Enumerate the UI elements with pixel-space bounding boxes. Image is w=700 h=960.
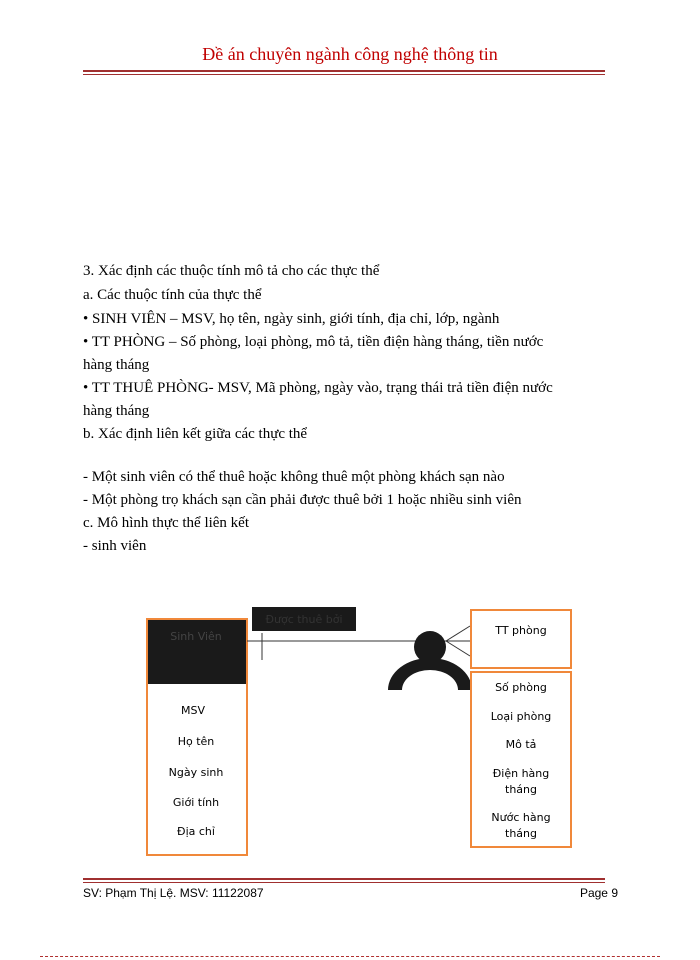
page-bottom-divider <box>40 956 660 958</box>
room-entity-title: TT phòng <box>495 624 547 637</box>
footer-rule-thin <box>83 882 605 883</box>
content-line-11: c. Mô hình thực thể liên kết <box>83 515 250 531</box>
content-line-2: a. Các thuộc tính của thực thể <box>83 287 262 303</box>
content-line-10: - Một phòng trọ khách sạn cần phải được thuê bởi 1 hoặc nhiều sinh viên <box>83 492 522 508</box>
room-attr-3: Mô tả <box>505 738 537 751</box>
relation-label: Được thuê bởi <box>265 613 343 626</box>
footer-student-info: SV: Phạm Thị Lệ. MSV: 11122087 <box>83 886 264 900</box>
student-attr-1: MSV <box>181 704 205 717</box>
room-attr-1: Số phòng <box>495 681 547 694</box>
room-attr-7: tháng <box>505 827 537 840</box>
crow-foot-right-1 <box>446 626 470 641</box>
content-line-3: • SINH VIÊN – MSV, họ tên, ngày sinh, giới tính, địa chỉ, lớp, ngành <box>83 311 500 327</box>
crow-foot-right-2 <box>446 641 470 656</box>
room-attr-6: Nước hàng <box>491 811 551 824</box>
content-line-4: • TT PHÒNG – Số phòng, loại phòng, mô tả, tiền điện hàng tháng, tiền nước <box>83 334 544 350</box>
content-line-1: 3. Xác định các thuộc tính mô tả cho các thực thể <box>83 263 380 279</box>
student-attr-5: Địa chỉ <box>177 825 215 838</box>
student-attr-4: Giới tính <box>172 796 220 809</box>
person-body-icon <box>388 658 472 690</box>
content-line-6: • TT THUÊ PHÒNG- MSV, Mã phòng, ngày vào, trạng thái trả tiền điện nước <box>83 380 553 396</box>
content-line-9: - Một sinh viên có thể thuê hoặc không thuê một phòng khách sạn nào <box>83 469 505 485</box>
room-entity-title-box <box>471 610 571 668</box>
content-line-5: hàng tháng <box>83 357 150 373</box>
content-line-7: hàng tháng <box>83 403 150 419</box>
content-line-8: b. Xác định liên kết giữa các thực thể <box>83 426 308 442</box>
room-attr-2: Loại phòng <box>490 710 552 723</box>
student-attr-3: Ngày sinh <box>168 766 224 779</box>
footer-page-number: Page 9 <box>579 886 618 900</box>
student-entity-title: Sinh Viên <box>170 630 222 643</box>
page-header-title: Đề án chuyên ngành công nghệ thông tin <box>202 44 498 64</box>
room-attr-5: tháng <box>505 783 537 796</box>
student-attr-2: Họ tên <box>177 735 215 748</box>
room-attr-4: Điện hàng <box>492 767 550 780</box>
footer-rule <box>83 878 605 880</box>
content-line-12: - sinh viên <box>83 538 147 554</box>
